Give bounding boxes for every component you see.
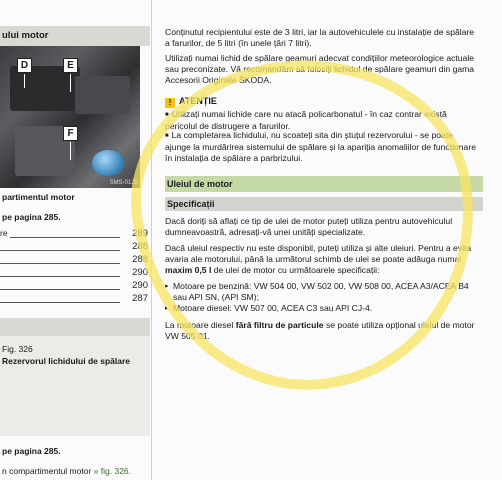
- list-item: ▸ Motoare pe benzină: VW 504 00, VW 502 00, VW 508 00, ACEA A3/ACEA B4 sau API SN, (API SM);: [165, 281, 481, 303]
- page-reference-list: [0, 228, 150, 306]
- paragraph-oil-type: Dacă doriți să aflați ce tip de ulei de motor puteți utiliza pentru autovehiculul dumneavoastră, adresați-vă unei unități specializate.: [165, 216, 453, 237]
- figure-title: Rezervorul lichidului de spălare: [2, 356, 131, 366]
- warning-item-1: ■ Utilizați numai lichide care nu atacă policarbonatul - în caz contrar există pericolul de distrugere a farurilor.: [165, 109, 481, 132]
- column-divider: [151, 0, 152, 480]
- left-column: [0, 0, 152, 480]
- list-item: ▸ Motoare diesel: VW 507 00, ACEA C3 sau API CJ-4.: [165, 303, 481, 314]
- figure-code: SMS-0128: [109, 180, 138, 186]
- oil-spec-list: [165, 281, 481, 314]
- warning-icon: !: [165, 98, 175, 108]
- warning-item-2: ■ La completarea lichidului, nu scoateți sita din ștuțul rezervorului - se poate ajunge la murdărirea sistemului de spălare și la apariția anomaliilor de funcționare în instalația de spălare a parbrizului.: [165, 130, 481, 164]
- engine-compartment-photo: [0, 46, 140, 188]
- list-item[interactable]: 288: [0, 241, 150, 254]
- list-item[interactable]: re 289: [0, 228, 148, 239]
- paragraph-capacity: Conținutul recipientului este de 3 litri, iar la autovehiculele cu instalație de spălare a farurilor, de 5 litri (în unele țări 7 litri).: [165, 27, 475, 48]
- figure-link[interactable]: » fig. 326.: [93, 466, 132, 476]
- callout-d: D: [17, 58, 32, 73]
- list-item[interactable]: 290: [0, 267, 150, 280]
- section-heading-engine-oil: Uleiul de motor: [165, 176, 483, 192]
- callout-f: F: [63, 126, 78, 141]
- list-item[interactable]: 290: [0, 280, 150, 293]
- list-item[interactable]: 288: [0, 254, 150, 267]
- callout-e: E: [63, 58, 78, 73]
- figure-panel-strip: [0, 318, 150, 336]
- list-item[interactable]: 287: [0, 293, 150, 306]
- figure-ref: Fig. 326: [2, 344, 33, 354]
- subsection-heading-specifications: Specificații: [165, 197, 483, 211]
- left-section-heading: ului motor: [0, 26, 150, 46]
- bottom-text: n compartimentul motor » fig. 326.: [2, 466, 132, 476]
- page-reference: pe pagina 285.: [2, 212, 61, 222]
- paragraph-washer-fluid: Utilizați numai lichid de spălare geamuri adecvat condițiilor meteorologice actuale sau preconizate. Vă recomandăm să folosiți lichidul de spălare geamuri din gama Accesorii Originale ŠKODA.: [165, 53, 475, 85]
- page-reference-2: pe pagina 285.: [2, 446, 61, 456]
- paragraph-oil-alternatives: Dacă uleiul respectiv nu este disponibil, puteți utiliza și alte uleiuri. Pentru a evita avaria ale motorului, până la următorul schimb de ulei se poate adăuga numai maxim 0,5 l de ulei de motor cu următoarele specificații:: [165, 243, 472, 275]
- warning-title: ! ATENȚIE: [165, 96, 217, 108]
- paragraph-diesel-note: La motoare diesel fără filtru de particule se poate utiliza opțional uleiul de motor VW 505 01.: [165, 320, 475, 341]
- figure-caption: partimentul motor: [2, 192, 75, 202]
